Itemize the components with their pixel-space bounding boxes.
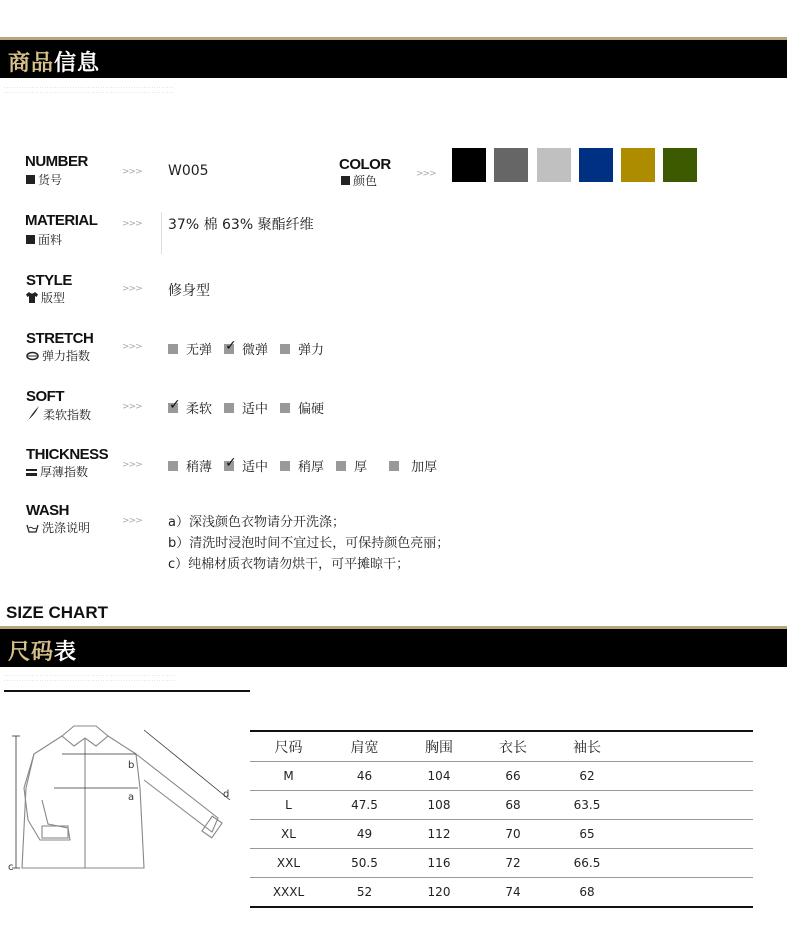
stretch-cn-label: 弹力指数 (26, 347, 90, 364)
square-icon (26, 175, 35, 184)
square-icon (26, 235, 35, 244)
diagram-label-c: c (8, 862, 14, 873)
material-label: MATERIAL (25, 212, 98, 229)
table-row: XXL 50.5 116 72 66.5 (250, 849, 753, 878)
diagram-label-a: a (128, 792, 135, 803)
product-info-title: 商品信息 (8, 51, 101, 76)
color-swatch-blue[interactable] (579, 148, 613, 182)
color-label: COLOR (339, 156, 391, 173)
wash-line: c）纯棉材质衣物请勿烘干，可平摊晾干； (168, 557, 410, 572)
style-value: 修身型 (168, 283, 210, 299)
column-spacer (624, 731, 753, 762)
arrows: >>> (122, 284, 142, 294)
stretch-icon (26, 351, 39, 361)
wash-label: WASH (26, 502, 69, 519)
checkbox-checked[interactable] (224, 461, 234, 471)
number-label: NUMBER (25, 153, 88, 170)
thickness-label: THICKNESS (26, 446, 109, 463)
color-swatch-mustard[interactable] (621, 148, 655, 182)
material-divider (161, 212, 162, 254)
shirt-measurement-diagram (4, 718, 244, 883)
arrows: >>> (122, 167, 142, 177)
stretch-label: STRETCH (26, 330, 94, 347)
feather-icon (26, 405, 40, 423)
arrows: >>> (416, 169, 436, 179)
checkbox[interactable] (280, 403, 290, 413)
color-swatch-olive[interactable] (663, 148, 697, 182)
checkbox-checked[interactable] (168, 403, 178, 413)
size-table (250, 730, 753, 908)
column-header-sleeve: 袖长 (550, 731, 624, 762)
table-row: XXXL 52 120 74 68 (250, 878, 753, 908)
number-cn-label: 货号 (26, 171, 62, 188)
soft-options (168, 398, 336, 417)
banner-fine-print: · · · · · · · · · · · · · · · · · · · · · · · · · · · · · · · · · · · · · · · · · · · · · · · · · · · · · · · · · · · · · · · · · · · · · · · · · · · · · · · · · · · · · · · · · · · · · · · · · · · · · · · · · · · · · · · · · · · · · · · · · · · · · · · · · · · · · · · · (4, 673, 176, 683)
stretch-option-slight[interactable]: ✓ 微弹 (224, 339, 268, 358)
arrows: >>> (122, 342, 142, 352)
material-cn-label: 面料 (26, 231, 62, 248)
diagram-label-b: b (128, 760, 135, 771)
material-value: 37% 棉 63% 聚酯纤维 (168, 217, 314, 233)
thickness-icon (26, 467, 37, 477)
size-chart-title: 尺码表 (8, 640, 78, 665)
color-swatch-black[interactable] (452, 148, 486, 182)
column-header-chest: 胸围 (402, 731, 476, 762)
size-chart-heading: SIZE CHART (6, 603, 108, 622)
size-table-header-row (250, 731, 753, 762)
checkbox[interactable] (168, 344, 178, 354)
arrows: >>> (122, 460, 142, 470)
diagram-label-d: d (223, 789, 230, 800)
wash-instructions (168, 512, 449, 575)
table-row: L 47.5 108 68 63.5 (250, 791, 753, 820)
thickness-option-slightly-thick[interactable]: 稍厚 (280, 456, 324, 475)
thickness-option-thin[interactable]: 稍薄 (168, 456, 212, 475)
soft-cn-label: 柔软指数 (26, 405, 91, 423)
arrows: >>> (122, 516, 142, 526)
checkbox[interactable] (224, 403, 234, 413)
column-header-shoulder: 肩宽 (327, 731, 402, 762)
size-chart-banner (0, 626, 787, 667)
soft-option-stiff[interactable]: 偏硬 (280, 398, 324, 417)
style-cn-label: 版型 (26, 289, 65, 306)
wash-line: a）深浅颜色衣物请分开洗涤； (168, 515, 345, 530)
style-label: STYLE (26, 272, 72, 289)
color-swatch-light-gray[interactable] (537, 148, 571, 182)
square-icon (341, 176, 350, 185)
wash-line: b）清洗时浸泡时间不宜过长，可保持颜色亮丽； (168, 536, 450, 551)
stretch-option-elastic[interactable]: 弹力 (280, 339, 324, 358)
thickness-options (168, 456, 449, 475)
number-value: W005 (168, 163, 209, 179)
soft-label: SOFT (26, 388, 64, 405)
checkbox[interactable] (389, 461, 399, 471)
checkbox-checked[interactable] (224, 344, 234, 354)
color-cn-label: 颜色 (341, 172, 377, 189)
soft-option-soft[interactable]: ✓ 柔软 (168, 398, 212, 417)
checkbox[interactable] (280, 461, 290, 471)
thickness-cn-label: 厚薄指数 (26, 463, 88, 480)
checkbox[interactable] (336, 461, 346, 471)
column-header-length: 衣长 (476, 731, 550, 762)
thickness-option-thick[interactable]: 厚 (336, 456, 367, 475)
stretch-option-none[interactable]: 无弹 (168, 339, 212, 358)
stretch-options (168, 339, 336, 358)
shirt-icon (26, 292, 38, 303)
thickness-option-medium[interactable]: ✓ 适中 (224, 456, 268, 475)
banner-fine-print: · · · · · · · · · · · · · · · · · · · · · · · · · · · · · · · · · · · · · · · · · · · · · · · · · · · · · · · · · · · · · · · · · · · · · · · · · · · · · · · · · · · · · · · · · · · · · · · · · · · · · · · · · · · · · · · · · · · · · · · · · · · · · · · · · · · · · · (4, 85, 174, 95)
wash-cn-label: 洗涤说明 (26, 519, 90, 536)
section-divider (4, 690, 250, 692)
checkbox[interactable] (168, 461, 178, 471)
soft-option-medium[interactable]: 适中 (224, 398, 268, 417)
thickness-option-extra-thick[interactable]: 加厚 (389, 456, 437, 475)
wash-basin-icon (26, 523, 39, 533)
checkbox[interactable] (280, 344, 290, 354)
arrows: >>> (122, 402, 142, 412)
table-row: XL 49 112 70 65 (250, 820, 753, 849)
column-header-size: 尺码 (250, 731, 327, 762)
product-info-banner (0, 37, 787, 78)
table-row: M 46 104 66 62 (250, 762, 753, 791)
color-swatch-dark-gray[interactable] (494, 148, 528, 182)
arrows: >>> (122, 219, 142, 229)
